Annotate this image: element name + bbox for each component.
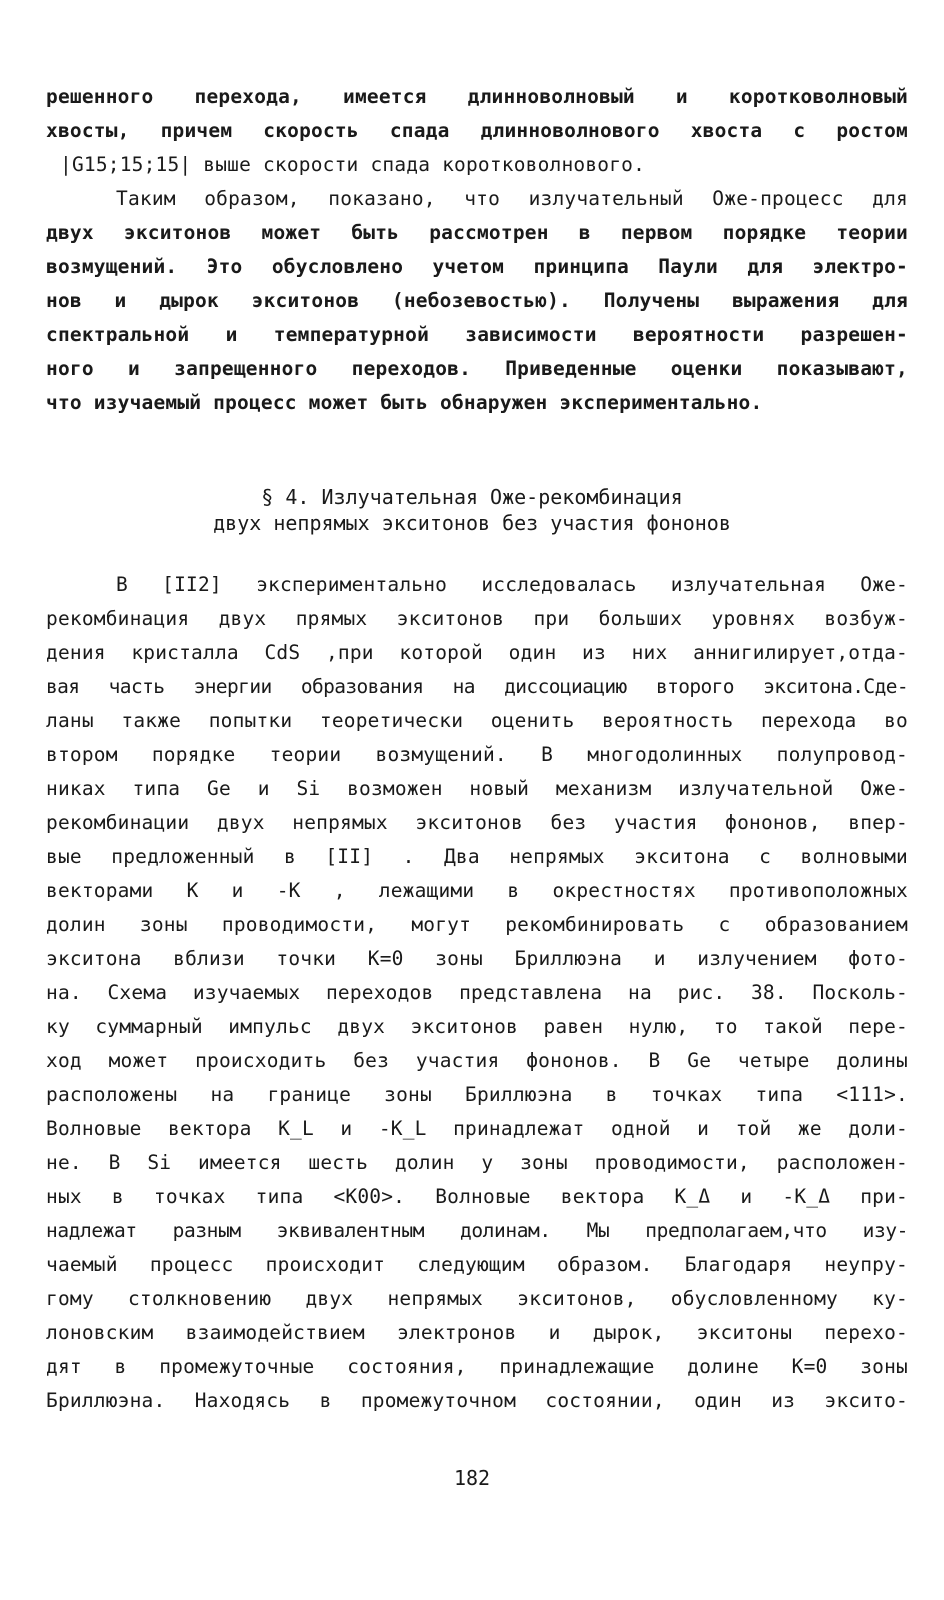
text-line: ку суммарный импульс двух экситонов равен нулю, то такой пере- bbox=[46, 1015, 908, 1038]
text-line: |G15;15;15| выше скорости спада коротковолнового. bbox=[60, 153, 646, 176]
text-line: векторами K и -K , лежащими в окрестностях противоположных bbox=[46, 879, 908, 902]
text-line: ного и запрещенного переходов. Приведенные оценки показывают, bbox=[46, 357, 908, 380]
text-line: вая часть энергии образования на диссоциацию второго экситона.Сде- bbox=[46, 675, 908, 698]
text-line: дения кристалла CdS ,при которой один из них аннигилирует,отда- bbox=[46, 641, 908, 664]
text-line: хвосты, причем скорость спада длинноволнового хвоста с ростом bbox=[46, 119, 908, 142]
text-line: рекомбинации двух непрямых экситонов без участия фононов, впер- bbox=[46, 811, 908, 834]
text-line: решенного перехода, имеется длинноволновый и коротковолновый bbox=[46, 85, 908, 108]
top-paragraph-block bbox=[46, 80, 908, 420]
main-paragraph-block bbox=[46, 568, 908, 1418]
section-heading bbox=[0, 484, 944, 536]
text-line: долин зоны проводимости, могут рекомбинировать с образованием bbox=[46, 913, 908, 936]
text-line: ных в точках типа <K00>. Волновые вектора K_Δ и -K_Δ при- bbox=[46, 1185, 908, 1208]
text-line: ланы также попытки теоретически оценить вероятность перехода во bbox=[46, 709, 908, 732]
text-line: рекомбинация двух прямых экситонов при больших уровнях возбуж- bbox=[46, 607, 908, 630]
text-line: втором порядке теории возмущений. В многодолинных полупровод- bbox=[46, 743, 908, 766]
text-line: спектральной и температурной зависимости вероятности разрешен- bbox=[46, 323, 908, 346]
text-line: нов и дырок экситонов (небозевостью). Получены выражения для bbox=[46, 289, 908, 312]
text-line: ход может происходить без участия фононов. В Ge четыре долины bbox=[46, 1049, 908, 1072]
text-line: не. В Si имеется шесть долин у зоны проводимости, расположен- bbox=[46, 1151, 908, 1174]
page-number: 182 bbox=[453, 1466, 491, 1490]
text-line: надлежат разным эквивалентным долинам. Мы предполагаем,что изу- bbox=[46, 1219, 908, 1242]
text-line: чаемый процесс происходит следующим образом. Благодаря неупру- bbox=[46, 1253, 908, 1276]
text-line: возмущений. Это обусловлено учетом принципа Паули для электро- bbox=[46, 255, 908, 278]
text-line: Бриллюэна. Находясь в промежуточном состоянии, один из эксито- bbox=[46, 1389, 908, 1412]
text-line: Таким образом, показано, что излучательный Оже-процесс для bbox=[116, 187, 908, 210]
text-line: экситона вблизи точки K=0 зоны Бриллюэна и излучением фото- bbox=[46, 947, 908, 970]
text-line: дят в промежуточные состояния, принадлежащие долине K=0 зоны bbox=[46, 1355, 908, 1378]
text-line: вые предложенный в [II] . Два непрямых экситона с волновыми bbox=[46, 845, 908, 868]
text-line: лоновским взаимодействием электронов и дырок, экситоны перехо- bbox=[46, 1321, 908, 1344]
text-line: гому столкновению двух непрямых экситонов, обусловленному ку- bbox=[46, 1287, 908, 1310]
section-title-line-2: двух непрямых экситонов без участия фононов bbox=[213, 511, 731, 535]
text-line: что изучаемый процесс может быть обнаружен экспериментально. bbox=[46, 391, 763, 414]
text-line: расположены на границе зоны Бриллюэна в точках типа <111>. bbox=[46, 1083, 908, 1106]
text-line: В [II2] экспериментально исследовалась излучательная Оже- bbox=[116, 573, 908, 596]
text-line: на. Схема изучаемых переходов представлена на рис. 38. Посколь- bbox=[46, 981, 908, 1004]
section-title-line-1: § 4. Излучательная Оже-рекомбинация bbox=[261, 485, 683, 509]
text-line: Волновые вектора K_L и -K_L принадлежат одной и той же доли- bbox=[46, 1117, 908, 1140]
text-line: двух экситонов может быть рассмотрен в первом порядке теории bbox=[46, 221, 908, 244]
text-line: никах типа Ge и Si возможен новый механизм излучательной Оже- bbox=[46, 777, 908, 800]
